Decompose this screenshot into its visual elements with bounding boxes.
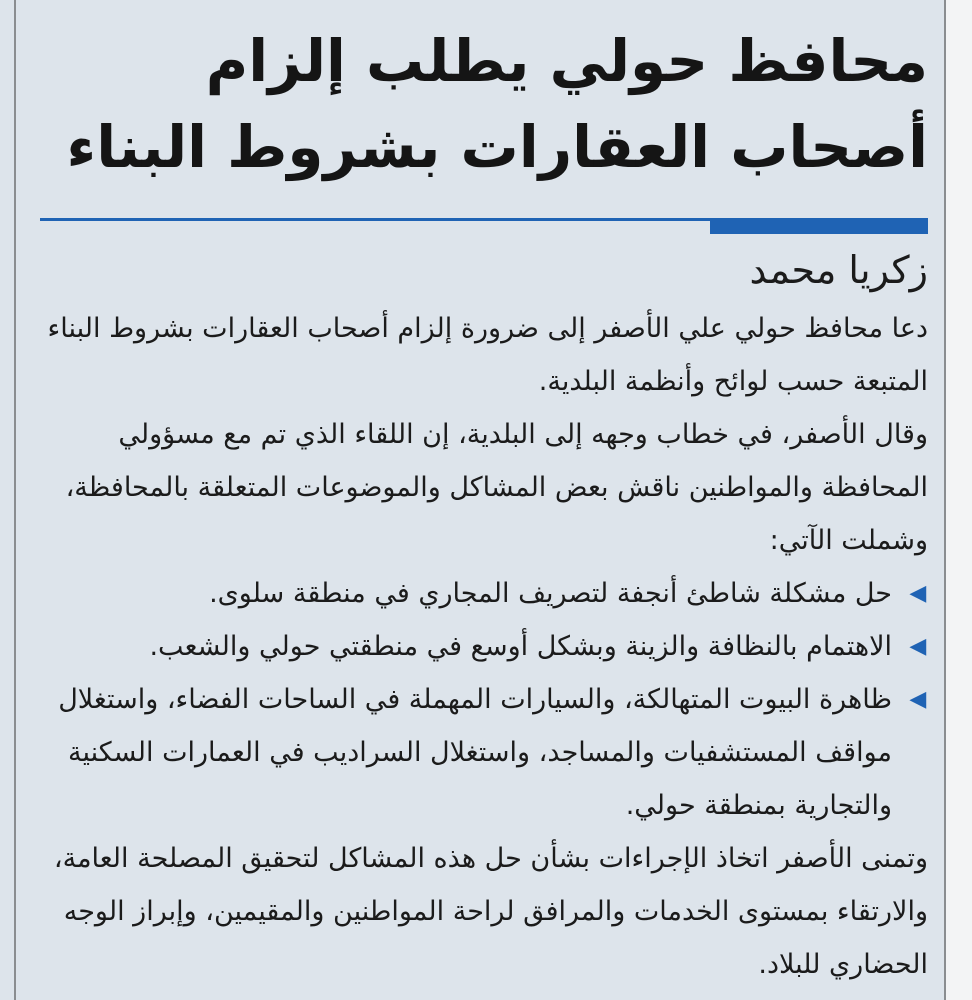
bullet-triangle-icon: ◀ [909,581,926,606]
list-item-text: ظاهرة البيوت المتهالكة، والسيارات المهملة في الساحات الفضاء، واستغلال مواقف المستشفيات والمساجد، واستغلال السراديب في العمارات السكنية والتجارية بمنطقة حولي. [58,684,892,821]
bullet-list [36,567,928,832]
list-item [36,673,928,832]
byline: زكريا محمد [749,248,928,292]
list-item [36,620,928,673]
bullet-triangle-icon: ◀ [909,687,926,712]
page-margin [946,0,972,1000]
closing-paragraph: وتمنى الأصفر اتخاذ الإجراءات بشأن حل هذه المشاكل لتحقيق المصلحة العامة، والارتقاء بمستوى الخدمات والمرافق لراحة المواطنين والمقيمين، وإبراز الوجه الحضاري للبلاد. [53,843,928,980]
paragraph-2: وقال الأصفر، في خطاب وجهه إلى البلدية، إن اللقاء الذي تم مع مسؤولي المحافظة والمواطنين ناقش بعض المشاكل والموضوعات المتعلقة بالمحافظة، وشملت الآتي: [65,419,928,556]
paragraph-1: دعا محافظ حولي علي الأصفر إلى ضرورة إلزام أصحاب العقارات بشروط البناء المتبعة حسب لوائح وأنظمة البلدية. [47,313,928,397]
article [36,18,928,991]
list-item-text: الاهتمام بالنظافة والزينة وبشكل أوسع في منطقتي حولي والشعب. [149,631,892,662]
list-item-text: حل مشكلة شاطئ أنجفة لتصريف المجاري في منطقة سلوى. [209,578,892,609]
headline-line-2: أصحاب العقارات بشروط البناء [66,113,928,181]
left-column-rule [14,0,16,1000]
article-body [36,302,928,991]
headline-divider [36,218,928,234]
headline-line-1: محافظ حولي يطلب إلزام [205,27,928,95]
divider-thick-bar [710,218,928,234]
list-item [36,567,928,620]
headline [36,18,928,190]
bullet-triangle-icon: ◀ [909,634,926,659]
